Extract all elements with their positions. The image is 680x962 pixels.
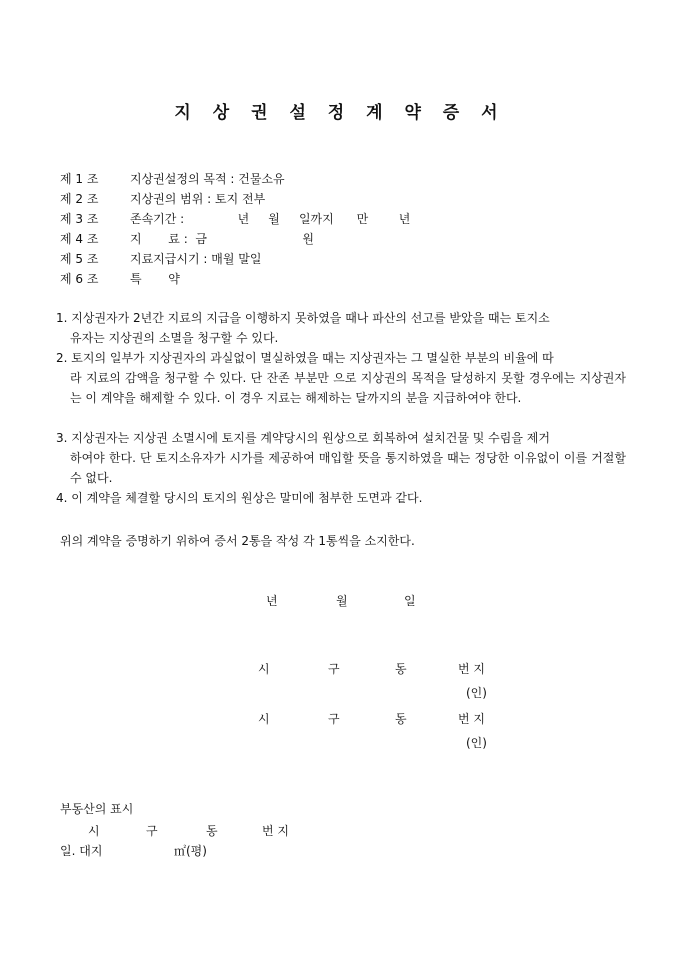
property-si: 시 <box>88 824 100 838</box>
article-text: 지 료 : 금 원 <box>130 232 314 246</box>
clause-first-line: 3. 지상권자는 지상권 소멸시에 토지를 계약당시의 원상으로 회복하여 설치건물 및 수림을 제거 <box>56 431 550 445</box>
property-heading: 부동산의 표시 <box>60 802 134 816</box>
date-day: 일 <box>404 594 416 608</box>
party-1-dong: 동 <box>395 662 407 676</box>
article-number: 제 6 조 <box>60 272 99 286</box>
article-number: 제 4 조 <box>60 232 99 246</box>
article-text: 특 약 <box>130 272 180 286</box>
article-number: 제 1 조 <box>60 172 99 186</box>
clause-continuation: 유자는 지상권의 소멸을 청구할 수 있다. <box>70 331 279 345</box>
clause-first-line: 4. 이 계약을 체결할 당시의 토지의 원상은 말미에 첨부한 도면과 같다. <box>56 491 423 505</box>
property-item: 일. 대지 <box>60 844 103 858</box>
article-text: 지상권설정의 목적 : 건물소유 <box>130 172 285 186</box>
clause-3 <box>56 428 626 488</box>
property-beonji: 번 지 <box>262 824 289 838</box>
article-number: 제 2 조 <box>60 192 99 206</box>
article-number: 제 5 조 <box>60 252 99 266</box>
clause-4 <box>56 488 626 508</box>
article-text: 지상권의 범위 : 토지 전부 <box>130 192 266 206</box>
party-1-beonji: 번 지 <box>458 662 485 676</box>
article-number: 제 3 조 <box>60 212 99 226</box>
clause-continuation: 하여야 한다. 단 토지소유자가 시가를 제공하여 매입할 뜻을 통지하였을 때는 정당한 이유없이 이를 거절할 수 없다. <box>70 451 626 485</box>
clause-2 <box>56 348 626 408</box>
clause-first-line: 1. 지상권자가 2년간 지료의 지급을 이행하지 못하였을 때나 파산의 선고를 받았을 때는 토지소 <box>56 311 550 325</box>
party-2-si: 시 <box>258 712 270 726</box>
article-text: 존속기간 : 년 월 일까지 만 년 <box>130 212 411 226</box>
document-title: 지 상 권 설 정 계 약 증 서 <box>174 103 506 123</box>
party-2-dong: 동 <box>395 712 407 726</box>
party-1-gu: 구 <box>328 662 340 676</box>
clause-continuation: 라 지료의 감액을 청구할 수 있다. 단 잔존 부분만 으로 지상권의 목적을 달성하지 못할 경우에는 지상권자는 이 계약을 해제할 수 있다. 이 경우 지료는 해제하는 달까지의 분을 지급하여야 한다. <box>70 371 626 405</box>
party-1-seal: (인) <box>466 686 487 700</box>
closing-statement: 위의 계약을 증명하기 위하여 증서 2통을 작성 각 1통씩을 소지한다. <box>60 534 415 548</box>
clause-first-line: 2. 토지의 일부가 지상권자의 과실없이 멸실하였을 때는 지상권자는 그 멸실한 부분의 비율에 따 <box>56 351 554 365</box>
property-gu: 구 <box>146 824 158 838</box>
party-2-gu: 구 <box>328 712 340 726</box>
property-dong: 동 <box>206 824 218 838</box>
date-month: 월 <box>336 594 348 608</box>
party-1-si: 시 <box>258 662 270 676</box>
article-text: 지료지급시기 : 매월 말일 <box>130 252 262 266</box>
clause-1 <box>56 308 626 348</box>
party-2-seal: (인) <box>466 736 487 750</box>
party-2-beonji: 번 지 <box>458 712 485 726</box>
date-year: 년 <box>266 594 278 608</box>
property-area: ㎡(평) <box>174 844 207 858</box>
